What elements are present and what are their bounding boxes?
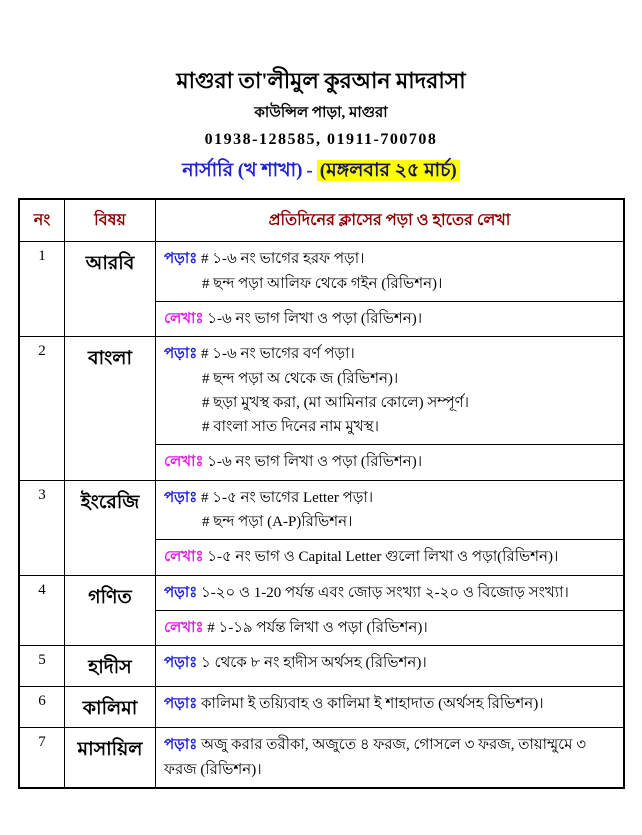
writing-text: ১-৬ নং ভাগ লিখা ও পড়া (রিভিশন)। — [207, 310, 423, 327]
subject-name: হাদীস — [65, 646, 156, 687]
reading-text: ১-২০ ও 1-20 পর্যন্ত এবং জোড় সংখ্যা ২-২০ ও বিজোড় সংখ্যা। — [201, 584, 569, 601]
table-header-row — [19, 199, 624, 242]
subject-name: কালিমা — [65, 687, 156, 728]
subject-name: মাসায়িল — [65, 728, 156, 788]
reading-text: ১ থেকে ৮ নং হাদীস অর্থসহ (রিভিশন)। — [201, 655, 427, 672]
reading-text: # ১-৫ নং ভাগের Letter পড়া। — [201, 489, 374, 506]
reading-text: # ছন্দ পড়া আলিফ থেকে গইন (রিভিশন)। — [202, 275, 443, 292]
lesson-cell — [156, 687, 625, 728]
subject-name: ইংরেজি — [65, 480, 156, 575]
table-row — [19, 575, 624, 646]
table-row — [19, 480, 624, 575]
writing-section — [156, 444, 623, 479]
lesson-cell — [156, 575, 625, 646]
column-header-subject: বিষয় — [65, 199, 156, 242]
lesson-cell — [156, 480, 625, 575]
reading-label: পড়াঃ — [164, 696, 198, 713]
class-section-label: নার্সারি (খ শাখা) — [182, 160, 303, 182]
subject-name: আরবি — [65, 242, 156, 337]
lesson-cell — [156, 337, 625, 480]
reading-text: অজু করার তরীকা, অজুতে ৪ ফরজ, গোসলে ৩ ফরজ, তায়াম্মুমে ৩ ফরজ (রিভিশন)। — [164, 737, 587, 778]
writing-text: ১-৬ নং ভাগ লিখা ও পড়া (রিভিশন)। — [207, 454, 423, 471]
row-number: 6 — [19, 687, 65, 728]
reading-text: # ছড়া মুখস্থ করা, (মা আমিনার কোলে) সম্পূর্ণ। — [202, 394, 470, 411]
school-address: কাউন্সিল পাড়া, মাগুরা — [254, 105, 388, 122]
separator-dash: - — [306, 160, 313, 182]
row-number: 7 — [19, 728, 65, 788]
reading-text: # ছন্দ পড়া (A-P)রিভিশন। — [202, 514, 353, 531]
reading-label: পড়াঃ — [164, 737, 198, 754]
writing-section — [156, 610, 623, 645]
reading-text: # বাংলা সাত দিনের নাম মুখস্থ। — [202, 419, 379, 436]
reading-label: পড়াঃ — [164, 251, 198, 268]
reading-section — [156, 646, 623, 680]
column-header-lessons: প্রতিদিনের ক্লাসের পড়া ও হাতের লেখা — [156, 199, 625, 242]
school-name: মাগুরা তা'লীমুল কুরআন মাদরাসা — [176, 68, 466, 93]
reading-section — [156, 337, 623, 444]
phone-numbers: 01938-128585, 01911-700708 — [204, 131, 438, 149]
reading-label: পড়াঃ — [164, 655, 198, 672]
column-header-number: নং — [19, 199, 65, 242]
writing-label: লেখাঃ — [164, 310, 204, 327]
writing-label: লেখাঃ — [164, 619, 204, 636]
lesson-cell — [156, 242, 625, 337]
reading-text: # ১-৬ নং ভাগের বর্ণ পড়া। — [201, 346, 355, 363]
lesson-cell — [156, 646, 625, 687]
reading-section — [156, 687, 623, 721]
reading-section — [156, 576, 623, 610]
writing-text: ১-৫ নং ভাগ ও Capital Letter গুলো লিখা ও পড়া(রিভিশন)। — [207, 549, 559, 566]
lesson-cell — [156, 728, 625, 788]
reading-label: পড়াঃ — [164, 346, 198, 363]
row-number: 2 — [19, 337, 65, 480]
row-number: 3 — [19, 480, 65, 575]
writing-section — [156, 301, 623, 336]
reading-label: পড়াঃ — [164, 584, 198, 601]
table-row — [19, 242, 624, 337]
table-row — [19, 646, 624, 687]
subject-name: গণিত — [65, 575, 156, 646]
document-header — [0, 68, 642, 188]
reading-section — [156, 728, 623, 787]
reading-text: # ছন্দ পড়া অ থেকে জ (রিভিশন)। — [202, 370, 399, 387]
schedule-table — [18, 198, 625, 788]
reading-section — [156, 481, 623, 540]
row-number: 4 — [19, 575, 65, 646]
reading-section — [156, 242, 623, 301]
table-row — [19, 687, 624, 728]
reading-text: # ১-৬ নং ভাগের হরফ পড়া। — [201, 251, 365, 268]
row-number: 1 — [19, 242, 65, 337]
writing-section — [156, 539, 623, 574]
writing-text: # ১-১৯ পর্যন্ত লিখা ও পড়া (রিভিশন)। — [207, 619, 428, 636]
reading-label: পড়াঃ — [164, 489, 198, 506]
date-highlight: (মঙ্গলবার ২৫ মার্চ) — [317, 160, 460, 181]
class-line — [0, 156, 642, 188]
table-row — [19, 337, 624, 480]
writing-label: লেখাঃ — [164, 454, 204, 471]
table-row — [19, 728, 624, 788]
row-number: 5 — [19, 646, 65, 687]
subject-name: বাংলা — [65, 337, 156, 480]
writing-label: লেখাঃ — [164, 549, 204, 566]
reading-text: কালিমা ই তয়্যিবাহ ও কালিমা ই শাহাদাত (অর্থসহ রিভিশন)। — [201, 696, 544, 713]
